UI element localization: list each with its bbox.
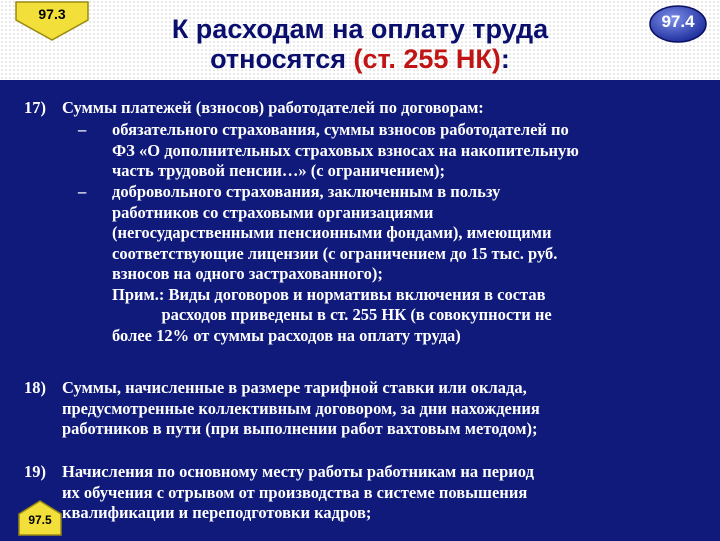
- slide-header: [0, 0, 720, 80]
- item-text: [62, 98, 484, 119]
- item-line: Суммы, начисленные в размере тарифной ставки или оклада,: [62, 378, 527, 397]
- sub-line: соответствующие лицензии (с ограничением до 15 тыс. руб.: [112, 243, 558, 263]
- item-text: [62, 462, 534, 524]
- dash-bullet: –: [78, 120, 87, 139]
- dash-bullet: –: [78, 182, 87, 201]
- item-line: квалификации и переподготовки кадров;: [62, 503, 372, 522]
- item-line: работников в пути (при выполнении работ вахтовым методом);: [62, 419, 538, 438]
- prev-slide-label: 97.3: [38, 6, 66, 22]
- title-line-2-suffix: :: [500, 44, 510, 74]
- sub-line: добровольного страхования, заключенным в пользу: [112, 182, 501, 201]
- sub-line: часть трудовой пенсии…» (с ограничением);: [112, 161, 446, 180]
- note-line: расходов приведены в ст. 255 НК (в совокупности не: [112, 305, 552, 324]
- next-slide-button[interactable]: [648, 4, 708, 44]
- item-number: 17): [24, 98, 46, 117]
- title-line-2-prefix: относятся: [210, 44, 354, 74]
- title-reference: (ст. 255 НК): [353, 44, 501, 74]
- title-line-1: К расходам на оплату труда: [171, 14, 549, 44]
- note-line: более 12% от суммы расходов на оплату труда): [112, 325, 461, 345]
- item-line: Начисления по основному месту работы работникам на период: [62, 462, 534, 481]
- sub-line: (негосударственными пенсионными фондами), имеющими: [112, 223, 552, 242]
- title-line-2: [110, 44, 610, 74]
- item-line: предусмотренные коллективным договором, за дни нахождения: [62, 398, 540, 418]
- prev-slide-bottom-label: 97.5: [28, 513, 52, 527]
- slide-title: [110, 14, 610, 74]
- prev-slide-tag[interactable]: [12, 0, 92, 42]
- note-line: Прим.: Виды договоров и нормативы включения в состав: [112, 284, 546, 304]
- item-number: 18): [24, 378, 46, 397]
- item-line: их обучения с отрывом от производства в системе повышения: [62, 482, 528, 502]
- item-number: 19): [24, 462, 46, 481]
- sub-line: ФЗ «О дополнительных страховых взносах на накопительную: [112, 140, 579, 160]
- prev-slide-bottom-tag[interactable]: [18, 500, 62, 536]
- sub-line: обязательного страхования, суммы взносов работодателей по: [112, 120, 569, 139]
- item-line: Суммы платежей (взносов) работодателей по договорам:: [62, 98, 484, 117]
- sub-line: взносов на одного застрахованного);: [112, 264, 383, 283]
- sub-item-text: [112, 120, 579, 182]
- sub-line: работников со страховыми организациями: [112, 202, 434, 222]
- next-slide-label: 97.4: [661, 12, 695, 31]
- item-text: [62, 378, 540, 440]
- sub-item-text: [112, 182, 557, 346]
